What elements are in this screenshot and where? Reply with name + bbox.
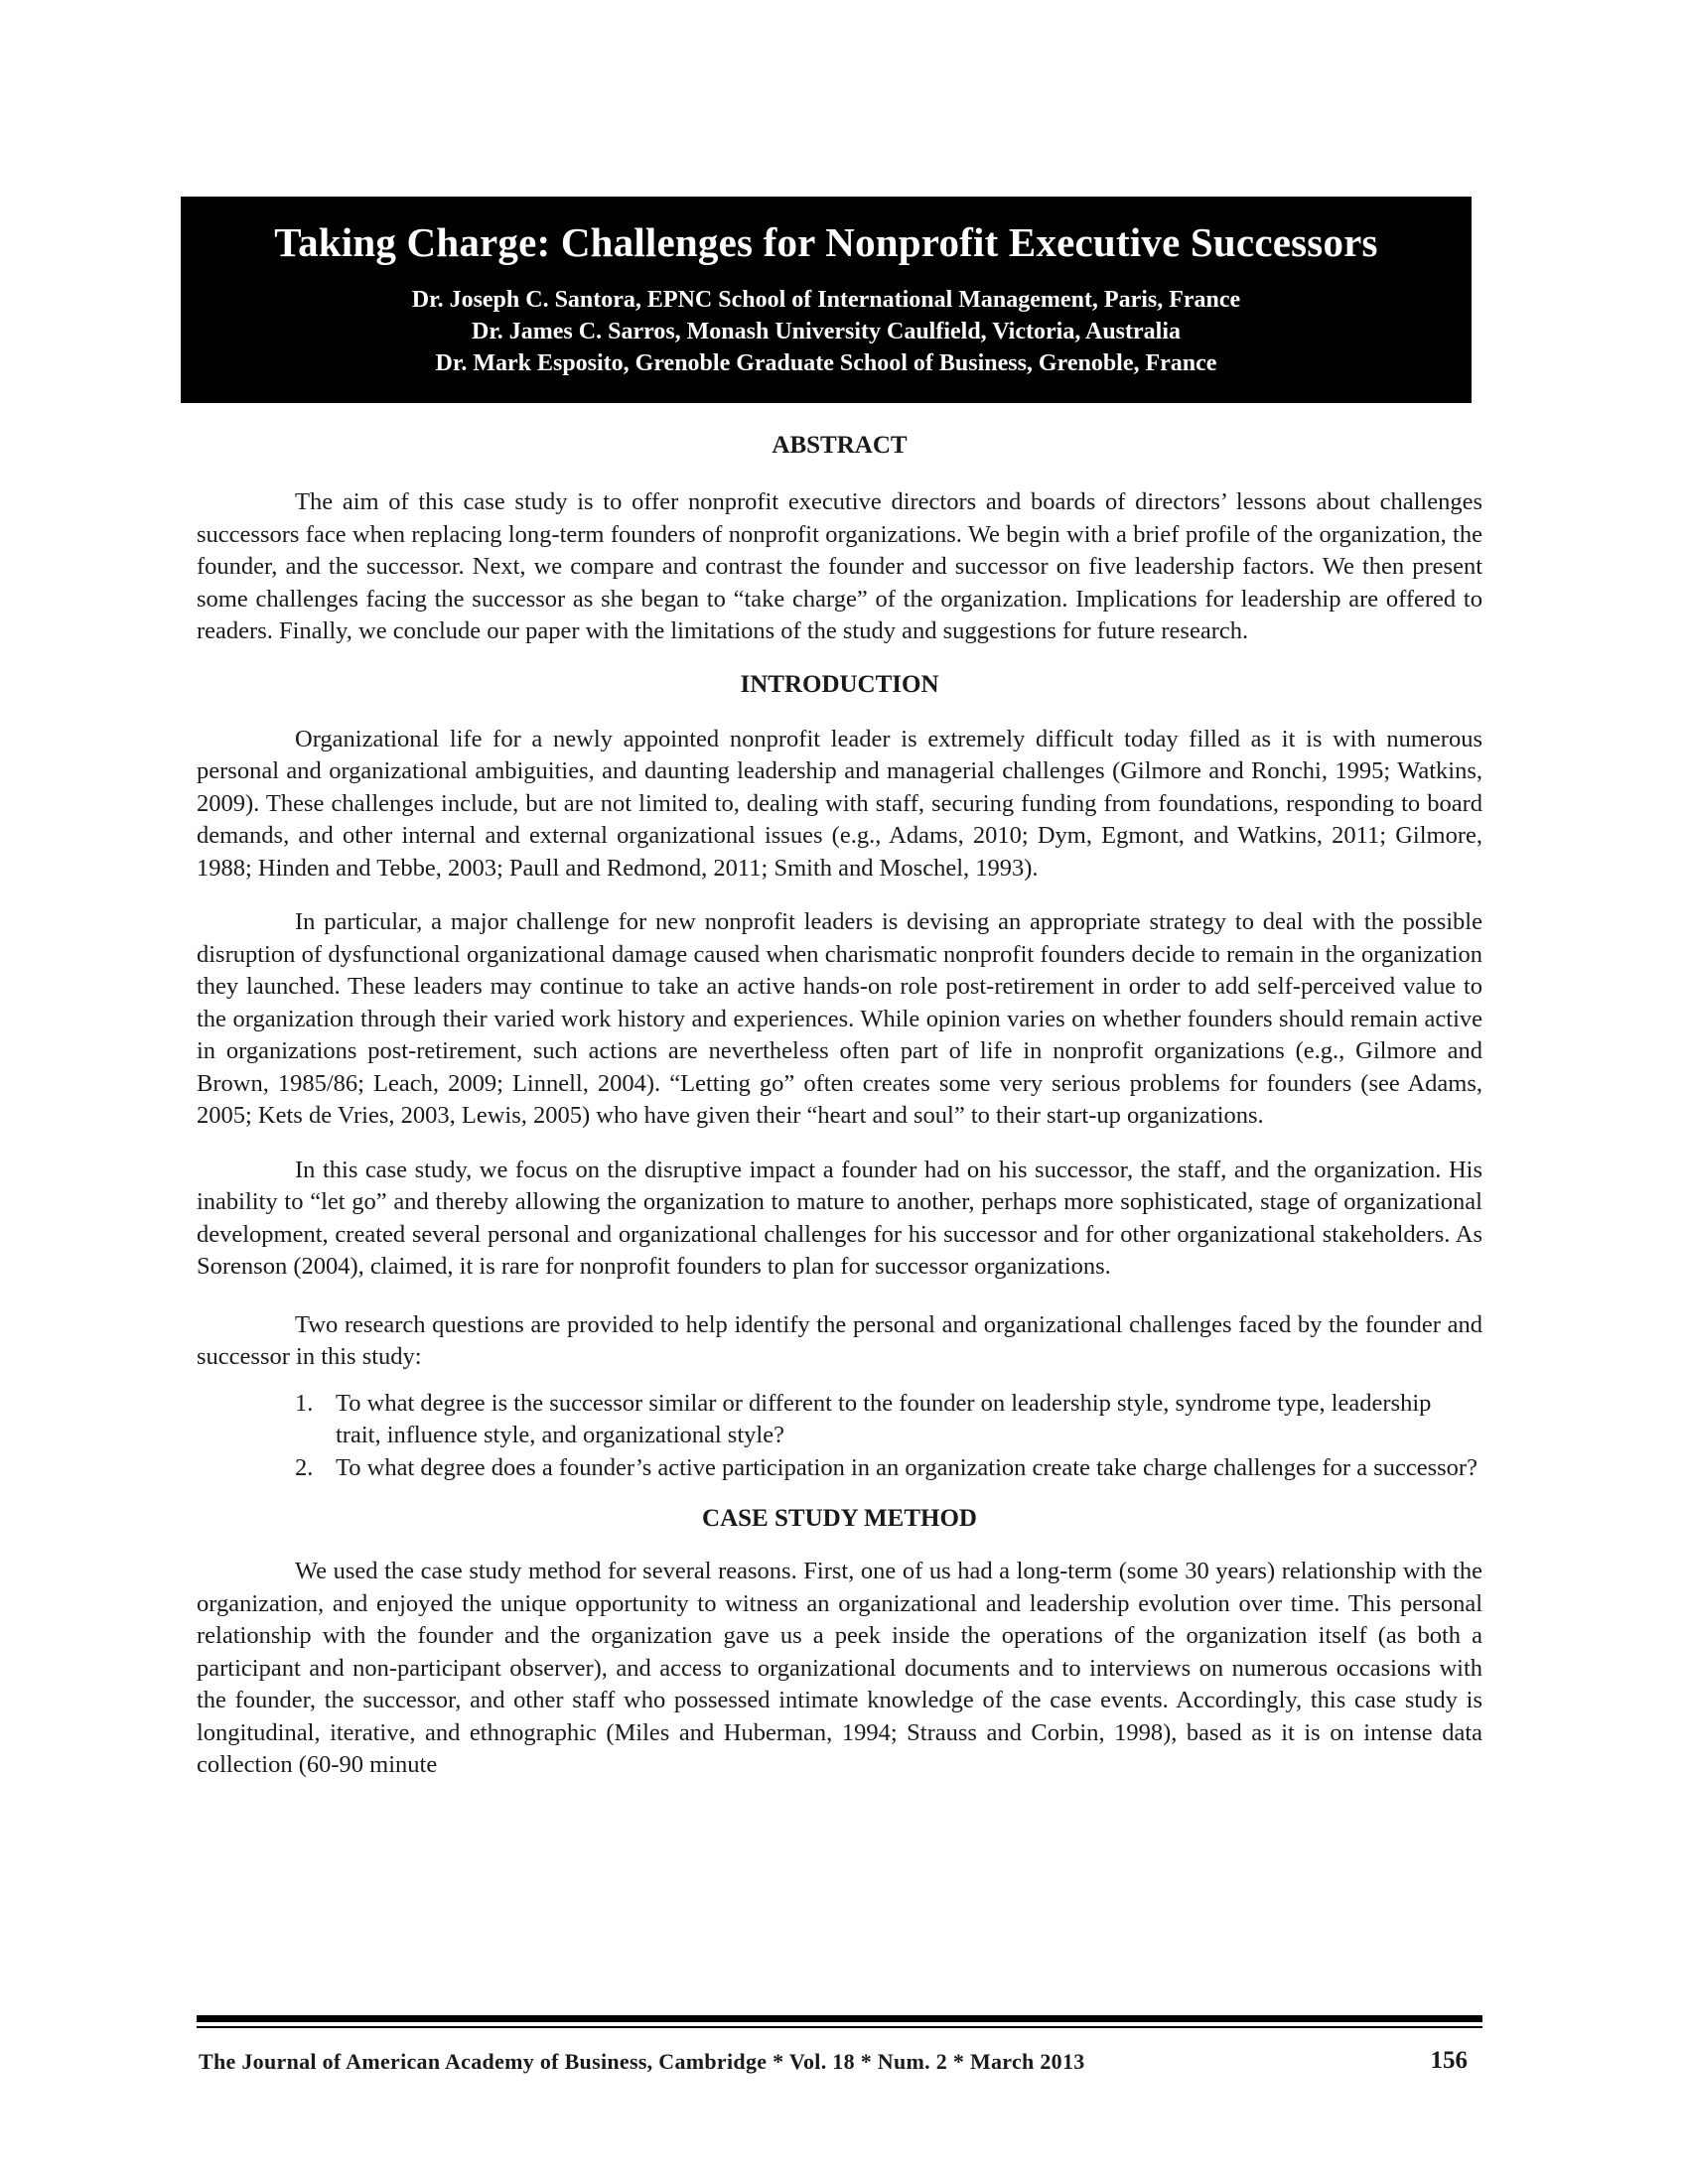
author-line: Dr. James C. Sarros, Monash University Caulfield, Victoria, Australia [472, 319, 1181, 344]
author-list [181, 284, 1472, 379]
title-banner [181, 197, 1472, 403]
author-line: Dr. Joseph C. Santora, EPNC School of International Management, Paris, France [411, 287, 1241, 313]
article-body [197, 429, 1482, 1782]
section-heading-method: CASE STUDY METHOD [702, 1505, 977, 1532]
research-questions-list [197, 1388, 1482, 1485]
page-number: 156 [1430, 2047, 1468, 2074]
section-heading-abstract: ABSTRACT [772, 432, 908, 459]
abstract-paragraph: The aim of this case study is to offer nonprofit executive directors and boards of directors’ lessons about challenges successors face when replacing long-term founders of nonprofit organizations. We begin with a brief profile of the organization, the founder, and the successor. Next, we compare and contrast the founder and successor on five leadership factors. We then present some challenges facing the successor as she began to “take charge” of the organization. Implications for leadership are offered to readers. Finally, we conclude our paper with the limitations of the study and suggestions for future research. [197, 488, 1482, 644]
footer-divider [197, 2026, 1482, 2028]
list-item-text: To what degree is the successor similar or different to the founder on leadership style, syndrome type, leadership trait, influence style, and organizational style? [336, 1389, 1432, 1448]
section-heading-introduction: INTRODUCTION [740, 670, 939, 698]
body-paragraph: We used the case study method for several reasons. First, one of us had a long-term (some 30 years) relationship with the organization, and enjoyed the unique opportunity to witness an organizational and leadership evolution over time. This personal relationship with the founder and the organization gave us a peek inside the operations of the organization itself (as both a participant and non-participant observer), and access to organizational documents and to interviews on numerous occasions with the founder, the successor, and other staff who possessed intimate knowledge of the case events. Accordingly, this case study is longitudinal, iterative, and ethnographic (Miles and Huberman, 1994; Strauss and Corbin, 1998), based as it is on intense data collection (60-90 minute [197, 1558, 1482, 1778]
paper-title: Taking Charge: Challenges for Nonprofit Executive Successors [274, 219, 1378, 265]
body-paragraph: Two research questions are provided to help identify the personal and organizational challenges faced by the founder and successor in this study: [197, 1310, 1482, 1370]
list-item-text: To what degree does a founder’s active participation in an organization create take charge challenges for a successor? [336, 1453, 1477, 1481]
list-item [197, 1388, 1482, 1452]
body-paragraph: Organizational life for a newly appointed nonprofit leader is extremely difficult today filled as it is with numerous personal and organizational ambiguities, and daunting leadership and managerial challenges (Gilmore and Ronchi, 1995; Watkins, 2009). These challenges include, but are not limited to, dealing with staff, securing funding from foundations, responding to board demands, and other internal and external organizational issues (e.g., Adams, 2010; Dym, Egmont, and Watkins, 2011; Gilmore, 1988; Hinden and Tebbe, 2003; Paull and Redmond, 2011; Smith and Moschel, 1993). [197, 725, 1482, 882]
journal-citation: The Journal of American Academy of Business, Cambridge * Vol. 18 * Num. 2 * March 2013 [199, 2049, 1085, 2074]
author-line: Dr. Mark Esposito, Grenoble Graduate School of Business, Grenoble, France [435, 350, 1217, 376]
body-paragraph: In particular, a major challenge for new nonprofit leaders is devising an appropriate strategy to deal with the possible disruption of dysfunctional organizational damage caused when charismatic nonprofit founders decide to remain in the organization they launched. These leaders may continue to take an active hands-on role post-retirement in order to add self-perceived value to the organization through their varied work history and experiences. While opinion varies on whether founders should remain active in organizations post-retirement, such actions are nevertheless often part of life in nonprofit organizations (e.g., Gilmore and Brown, 1985/86; Leach, 2009; Linnell, 2004). “Letting go” often creates some very serious problems for founders (see Adams, 2005; Kets de Vries, 2003, Lewis, 2005) who have given their “heart and soul” to their start-up organizations. [197, 908, 1482, 1129]
list-item [197, 1452, 1482, 1485]
list-number: 2. [295, 1453, 314, 1481]
footer-divider [197, 2015, 1482, 2022]
body-paragraph: In this case study, we focus on the disruptive impact a founder had on his successor, the staff, and the organization. His inability to “let go” and thereby allowing the organization to mature to another, perhaps more sophisticated, stage of organizational development, created several personal and organizational challenges for his successor and for other organizational stakeholders. As Sorenson (2004), claimed, it is rare for nonprofit founders to plan for successor organizations. [197, 1156, 1482, 1280]
list-number: 1. [295, 1389, 314, 1417]
